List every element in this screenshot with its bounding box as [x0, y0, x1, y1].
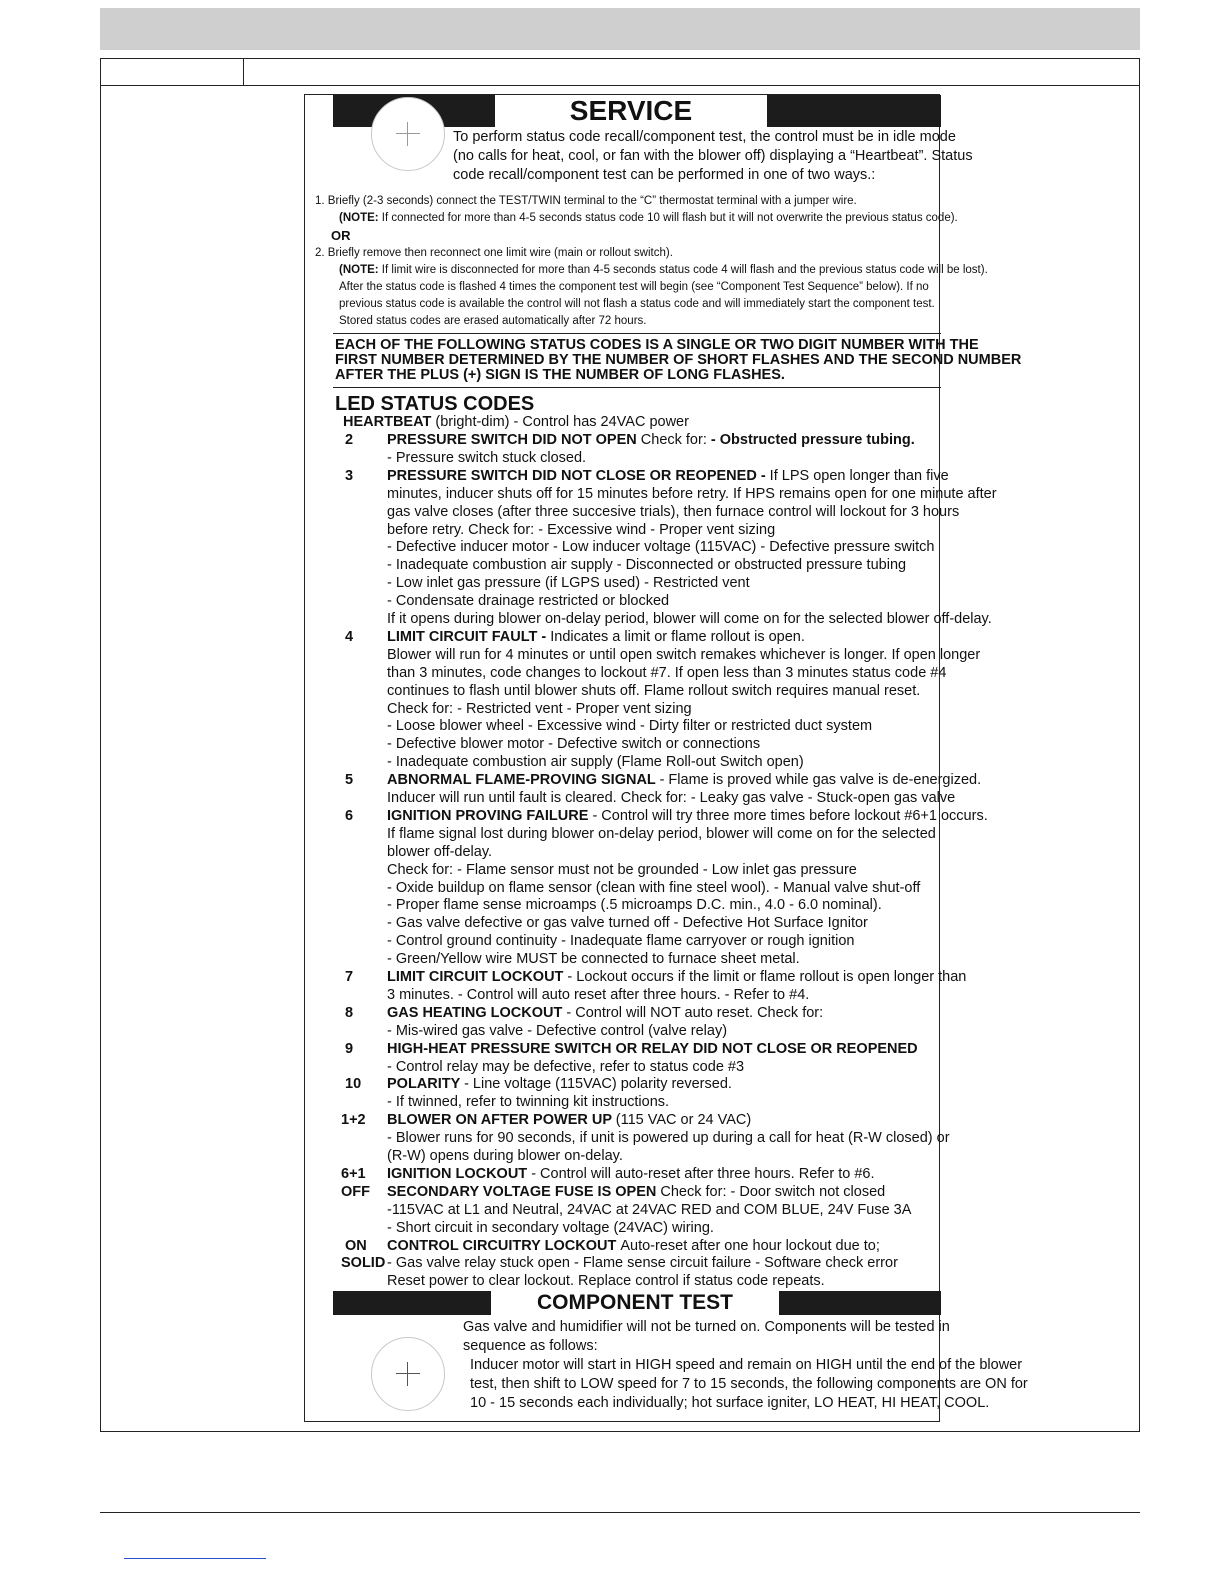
- status-code-text: - Control relay may be defective, refer to status code #3: [387, 1058, 745, 1075]
- status-code-detail-line: [387, 576, 750, 592]
- status-code-heading: GAS HEATING LOCKOUT: [387, 1004, 567, 1021]
- status-code-heading: LIMIT CIRCUIT LOCKOUT: [387, 969, 568, 985]
- status-code-number: 6+1: [341, 1165, 366, 1182]
- status-code-detail-line: [387, 558, 906, 574]
- method-1-text: 1. Briefly (2-3 seconds) connect the TEST/TWIN terminal to the “C” thermostat terminal with a jumper wire.: [315, 195, 857, 207]
- status-code-title-line: [387, 1042, 918, 1058]
- status-code-detail-line: [387, 827, 936, 843]
- status-code-detail-line: [387, 737, 760, 753]
- status-code-title-line: [387, 630, 805, 646]
- status-code-text: If LPS open longer than five: [769, 467, 949, 484]
- component-test-line: test, then shift to LOW speed for 7 to 15 seconds, the following components are ON for: [470, 1376, 1028, 1392]
- status-code-detail-line: [387, 594, 669, 610]
- status-code-text: - Loose blower wheel - Excessive wind - Dirty filter or restricted duct system: [387, 718, 873, 735]
- status-code-detail-line: [387, 934, 854, 950]
- status-code-text: continues to flash until blower shuts off. Flame rollout switch requires manual reset.: [387, 682, 921, 699]
- status-code-detail-line: [387, 487, 997, 503]
- component-test-line: sequence as follows:: [463, 1338, 598, 1354]
- status-code-detail-line: [387, 1203, 911, 1219]
- heartbeat-line: [343, 415, 689, 431]
- status-code-text: - Condensate drainage restricted or blocked: [387, 593, 670, 610]
- status-code-detail-line: [387, 791, 955, 807]
- status-code-heading: POLARITY: [387, 1076, 465, 1093]
- status-code-text: Auto-reset after one hour lockout due to;: [620, 1237, 880, 1254]
- status-code-title-line: [387, 469, 949, 485]
- status-code-text: - Blower runs for 90 seconds, if unit is powered up during a call for heat (R-W closed) or: [387, 1130, 950, 1147]
- divider: [333, 333, 941, 334]
- caps-note-line: EACH OF THE FOLLOWING STATUS CODES IS A SINGLE OR TWO DIGIT NUMBER WITH THE: [335, 337, 979, 353]
- method-2-extra: previous status code is available the control will not flash a status code and will immediately start the component test.: [339, 298, 935, 310]
- status-code-heading: IGNITION LOCKOUT: [387, 1165, 532, 1182]
- table-header-cell: [101, 59, 244, 85]
- status-code-text: Inducer will run until fault is cleared. Check for: - Leaky gas valve - Stuck-open gas valve: [387, 790, 956, 806]
- status-code-detail-line: [387, 1095, 669, 1111]
- status-code-text: - Green/Yellow wire MUST be connected to furnace sheet metal.: [387, 951, 800, 968]
- caps-note-line: AFTER THE PLUS (+) SIGN IS THE NUMBER OF LONG FLASHES.: [335, 367, 785, 383]
- status-code-title-line: [387, 1006, 823, 1022]
- status-code-text: (R-W) opens during blower on-delay.: [387, 1148, 623, 1164]
- status-code-text: - Defective inducer motor - Low inducer voltage (115VAC) - Defective pressure switch: [387, 539, 935, 556]
- status-code-detail-line: [387, 916, 868, 932]
- status-code-number: ON: [345, 1237, 367, 1254]
- status-code-heading: LIMIT CIRCUIT FAULT -: [387, 628, 551, 645]
- status-code-detail-line: [387, 1060, 744, 1076]
- status-code-text: If it opens during blower on-delay period, blower will come on for the selected blower off-delay.: [387, 611, 992, 627]
- status-code-title-line: [387, 1113, 751, 1129]
- status-code-detail-line: [387, 666, 946, 682]
- status-code-heading: HIGH-HEAT PRESSURE SWITCH OR RELAY DID NOT CLOSE OR REOPENED: [387, 1040, 918, 1057]
- status-code-number: 3: [345, 467, 354, 484]
- status-code-detail-line: [387, 648, 980, 664]
- status-code-detail-line: [387, 702, 692, 718]
- status-code-text: Check for: - Door switch not closed: [660, 1183, 886, 1200]
- status-code-text: Blower will run for 4 minutes or until open switch remakes whichever is longer. If open longer: [387, 646, 981, 663]
- status-code-text: - Lockout occurs if the limit or flame rollout is open longer than: [567, 969, 967, 985]
- status-code-detail-line: [387, 612, 992, 628]
- status-code-text: - Line voltage (115VAC) polarity reversed.: [464, 1076, 732, 1093]
- status-code-title-line: [387, 773, 981, 789]
- status-code-text: - Flame is proved while gas valve is de-energized.: [659, 772, 982, 789]
- method-2-extra: Stored status codes are erased automatically after 72 hours.: [339, 315, 647, 327]
- status-code-detail-line: [387, 1221, 714, 1237]
- status-code-detail-line: [387, 523, 775, 539]
- status-code-title-line: [387, 1077, 732, 1093]
- status-code-title-line: [387, 1239, 880, 1255]
- status-code-check: - Obstructed pressure tubing.: [710, 432, 915, 448]
- status-code-heading: PRESSURE SWITCH DID NOT CLOSE OR REOPENED -: [387, 467, 770, 484]
- status-code-number: SOLID: [341, 1255, 386, 1272]
- component-test-band: [333, 1291, 941, 1315]
- heartbeat-text: (bright-dim) - Control has 24VAC power: [431, 414, 689, 430]
- status-code-number: 10: [345, 1076, 362, 1093]
- or-separator: OR: [331, 228, 351, 243]
- status-code-detail-line: [387, 540, 934, 556]
- divider: [333, 387, 941, 388]
- status-code-detail-line: [387, 845, 492, 861]
- status-code-text: - If twinned, refer to twinning kit instructions.: [387, 1094, 670, 1111]
- footer-rule: [100, 1512, 1140, 1513]
- registration-mark-icon: [371, 1337, 445, 1411]
- method-2-note: [339, 264, 988, 277]
- status-code-detail-line: [387, 881, 920, 897]
- status-code-text: - Oxide buildup on flame sensor (clean with fine steel wool). - Manual valve shut-off: [387, 879, 921, 896]
- service-intro-line: (no calls for heat, cool, or fan with the blower off) displaying a “Heartbeat”. Status: [453, 148, 973, 164]
- status-code-title-line: [387, 433, 915, 449]
- status-code-detail-line: [387, 988, 809, 1004]
- status-code-detail-line: [387, 684, 920, 700]
- status-code-number: 8: [345, 1004, 354, 1021]
- status-code-number: 9: [345, 1040, 354, 1057]
- status-code-title-line: [387, 1185, 885, 1201]
- status-code-text: - Gas valve relay stuck open - Flame sense circuit failure - Software check error: [387, 1255, 898, 1272]
- status-code-text: than 3 minutes, code changes to lockout #7. If open less than 3 minutes status code #4: [387, 664, 947, 681]
- component-test-title: COMPONENT TEST: [491, 1291, 779, 1315]
- method-1-note: [339, 212, 958, 225]
- status-code-text: (115 VAC or 24 VAC): [615, 1112, 752, 1129]
- status-code-text: - Inadequate combustion air supply - Disconnected or obstructed pressure tubing: [387, 557, 907, 574]
- status-code-title-line: [387, 1167, 875, 1183]
- status-code-detail-line: [387, 863, 857, 879]
- status-code-heading: BLOWER ON AFTER POWER UP: [387, 1112, 616, 1129]
- status-code-title-line: [387, 970, 966, 986]
- status-code-text: - Mis-wired gas valve - Defective control (valve relay): [387, 1022, 728, 1039]
- status-code-number: 7: [345, 969, 354, 985]
- heartbeat-label: HEARTBEAT: [343, 414, 432, 430]
- status-code-text: Reset power to clear lockout. Replace control if status code repeats.: [387, 1273, 825, 1290]
- status-code-text: - Control ground continuity - Inadequate flame carryover or rough ignition: [387, 933, 855, 950]
- status-code-heading: PRESSURE SWITCH DID NOT OPEN: [387, 432, 637, 448]
- status-code-text: - Proper flame sense microamps (.5 microamps D.C. min., 4.0 - 6.0 nominal).: [387, 897, 882, 914]
- status-code-text: Check for: - Restricted vent - Proper vent sizing: [387, 700, 692, 717]
- status-code-text: -115VAC at L1 and Neutral, 24VAC at 24VAC RED and COM BLUE, 24V Fuse 3A: [387, 1201, 912, 1218]
- component-test-line: 10 - 15 seconds each individually; hot surface igniter, LO HEAT, HI HEAT, COOL.: [470, 1395, 990, 1411]
- method-2-text: 2. Briefly remove then reconnect one limit wire (main or rollout switch).: [315, 247, 673, 259]
- note-text: If limit wire is disconnected for more than 4-5 seconds status code 4 will flash and the previous status code will be lost).: [378, 264, 988, 276]
- registration-mark-icon: [371, 97, 445, 171]
- footer-link-underline: [124, 1558, 266, 1559]
- status-code-detail-line: [387, 505, 959, 521]
- status-code-title-line: [387, 809, 988, 825]
- status-code-number: 6: [345, 807, 354, 824]
- table-header-row: [101, 59, 1139, 86]
- status-code-text: blower off-delay.: [387, 843, 493, 860]
- status-code-heading: SECONDARY VOLTAGE FUSE IS OPEN: [387, 1183, 661, 1200]
- caps-note-line: FIRST NUMBER DETERMINED BY THE NUMBER OF SHORT FLASHES AND THE SECOND NUMBER: [335, 352, 1022, 368]
- status-code-text: - Short circuit in secondary voltage (24VAC) wiring.: [387, 1219, 714, 1236]
- status-code-detail-line: [387, 719, 872, 735]
- status-code-text: - Control will try three more times before lockout #6+1 occurs.: [592, 807, 988, 824]
- status-code-text: - Defective blower motor - Defective switch or connections: [387, 736, 761, 753]
- component-test-line: Inducer motor will start in HIGH speed and remain on HIGH until the end of the blower: [470, 1357, 1023, 1373]
- status-code-detail-line: [387, 952, 800, 968]
- led-status-heading: LED STATUS CODES: [335, 393, 535, 415]
- status-code-text: minutes, inducer shuts off for 15 minutes before retry. If HPS remains open for one minute after: [387, 485, 997, 502]
- status-code-heading: IGNITION PROVING FAILURE: [387, 807, 593, 824]
- status-code-text: gas valve closes (after three succesive trials), then furnace control will lockout for 3 hours: [387, 503, 960, 520]
- status-code-text: If flame signal lost during blower on-delay period, blower will come on for the selected: [387, 825, 936, 842]
- status-code-detail-line: [387, 1131, 950, 1147]
- status-code-text: Indicates a limit or flame rollout is open.: [550, 628, 805, 645]
- status-code-text: Check for: - Flame sensor must not be grounded - Low inlet gas pressure: [387, 861, 857, 878]
- status-code-number: 5: [345, 772, 354, 789]
- method-2-extra: After the status code is flashed 4 times the component test will begin (see “Component Test Sequence” below). If no: [339, 281, 929, 293]
- status-code-detail-line: [387, 1149, 623, 1165]
- note-label: (NOTE:: [339, 212, 379, 224]
- status-code-text: - Pressure switch stuck closed.: [387, 449, 587, 466]
- status-code-text: - Gas valve defective or gas valve turned off - Defective Hot Surface Ignitor: [387, 915, 868, 932]
- status-code-text: - Inadequate combustion air supply (Flame Roll-out Switch open): [387, 754, 804, 771]
- status-code-text: - Low inlet gas pressure (if LGPS used) - Restricted vent: [387, 575, 750, 592]
- service-intro-line: code recall/component test can be performed in one of two ways.:: [453, 167, 876, 183]
- component-test-line: Gas valve and humidifier will not be turned on. Components will be tested in: [463, 1319, 950, 1335]
- status-code-heading: CONTROL CIRCUITRY LOCKOUT: [387, 1237, 621, 1254]
- status-code-title-line: [387, 1256, 898, 1272]
- status-code-detail-line: [387, 451, 586, 467]
- status-code-number: OFF: [341, 1183, 370, 1200]
- status-code-number: 2: [345, 432, 354, 448]
- service-intro-line: To perform status code recall/component test, the control must be in idle mode: [453, 129, 956, 145]
- status-code-text: 3 minutes. - Control will auto reset after three hours. - Refer to #4.: [387, 986, 810, 1003]
- status-code-number: 1+2: [341, 1112, 366, 1129]
- status-code-detail-line: [387, 755, 804, 771]
- status-code-text: - Control will NOT auto reset. Check for:: [566, 1004, 824, 1021]
- page-header-bar: [100, 8, 1140, 50]
- status-code-detail-line: [387, 1274, 825, 1290]
- status-code-heading: ABNORMAL FLAME-PROVING SIGNAL: [387, 772, 660, 789]
- status-code-text: before retry. Check for: - Excessive wind - Proper vent sizing: [387, 521, 776, 538]
- note-text: If connected for more than 4-5 seconds status code 10 will flash but it will not overwrite the previous status code).: [378, 212, 958, 224]
- note-label: (NOTE:: [339, 264, 379, 276]
- status-code-text: Check for:: [636, 432, 711, 448]
- status-code-detail-line: [387, 1024, 727, 1040]
- status-code-text: - Control will auto-reset after three hours. Refer to #6.: [531, 1165, 875, 1182]
- status-code-detail-line: [387, 898, 882, 914]
- service-title: SERVICE: [495, 95, 767, 127]
- status-code-number: 4: [345, 628, 354, 645]
- service-label-panel: [304, 94, 1028, 1422]
